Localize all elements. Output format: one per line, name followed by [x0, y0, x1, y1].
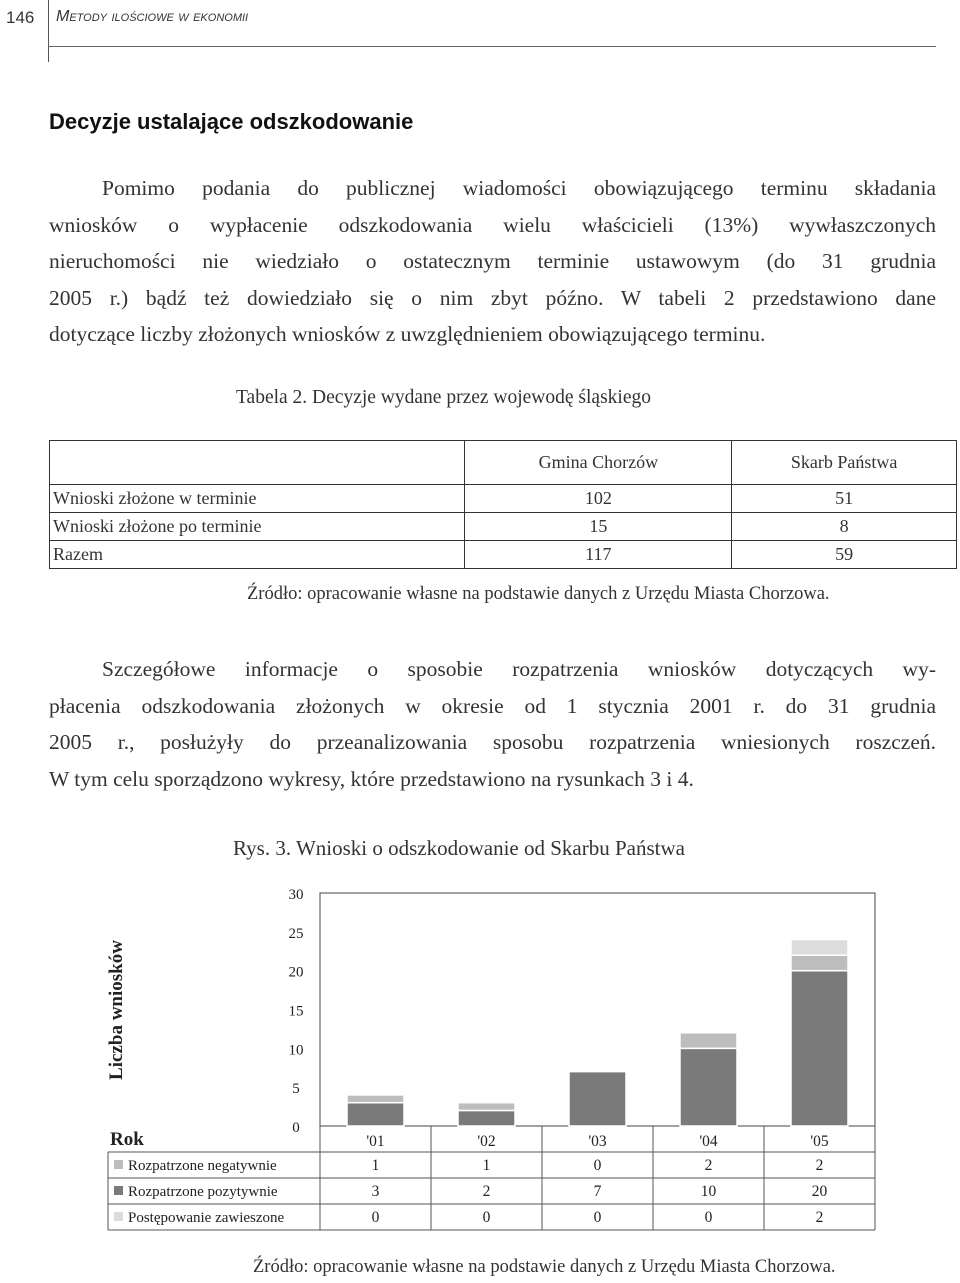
bar-segment-rozpatrzone-negatywnie	[680, 1033, 737, 1049]
y-tick-label: 25	[288, 925, 304, 942]
x-axis-label: Rok	[110, 1129, 144, 1150]
data-table-value: 3	[371, 1183, 380, 1200]
data-table-value: 0	[593, 1157, 602, 1174]
legend-label: Rozpatrzone pozytywnie	[128, 1184, 278, 1200]
y-tick-label: 0	[292, 1120, 300, 1136]
paragraph-line: Pomimo podania do publicznej wiadomości obowiązującego terminu składania	[102, 176, 936, 200]
legend-swatch	[114, 1160, 123, 1169]
y-tick-label: 20	[288, 964, 304, 981]
bar-segment-rozpatrzone-pozytywnie	[458, 1110, 515, 1126]
table-cell: 8	[732, 513, 957, 541]
table-source-note: Źródło: opracowanie własne na podstawie danych z Urzędu Miasta Chorzowa.	[247, 584, 830, 604]
page-number: 146	[6, 8, 35, 27]
decisions-table	[49, 440, 957, 569]
table-cell: 59	[732, 541, 957, 569]
requests-chart	[0, 870, 960, 1240]
running-head: Metody ilościowe w ekonomii	[56, 8, 249, 25]
data-table-value: 1	[371, 1157, 380, 1174]
data-table-value: 7	[593, 1183, 602, 1200]
bar-segment-rozpatrzone-pozytywnie	[569, 1072, 626, 1126]
legend-label: Postępowanie zawieszone	[128, 1210, 285, 1226]
y-tick-label: 15	[288, 1003, 304, 1020]
header-divider	[48, 0, 49, 62]
x-tick-label: '05	[810, 1133, 829, 1150]
table-row	[50, 485, 957, 513]
bar-segment-rozpatrzone-negatywnie	[347, 1095, 404, 1103]
table-row	[50, 513, 957, 541]
figure-source-note: Źródło: opracowanie własne na podstawie danych z Urzędu Miasta Chorzowa.	[253, 1257, 836, 1277]
table-header-row	[50, 441, 957, 485]
section-heading: Decyzje ustalające odszkodowanie	[49, 109, 414, 134]
table-caption: Tabela 2. Decyzje wydane przez wojewodę śląskiego	[236, 387, 651, 408]
bar-segment-rozpatrzone-pozytywnie	[347, 1103, 404, 1126]
header-rule	[48, 46, 936, 47]
x-tick-label: '01	[366, 1133, 385, 1150]
paragraph-line: 2005 r., posłużyły do przeanalizowania sposobu rozpatrzenia wniesionych roszczeń.	[49, 730, 936, 754]
figure-caption: Rys. 3. Wnioski o odszkodowanie od Skarbu Państwa	[233, 836, 685, 860]
bar-segment-rozpatrzone-pozytywnie	[680, 1048, 737, 1126]
paragraph-line: Szczegółowe informacje o sposobie rozpatrzenia wniosków dotyczących wy-	[102, 657, 936, 681]
table-cell: 15	[465, 513, 732, 541]
paragraph-2	[49, 651, 936, 797]
table-cell: Wnioski złożone w terminie	[50, 485, 465, 513]
bar-segment-rozpatrzone-negatywnie	[458, 1103, 515, 1111]
legend-swatch	[114, 1212, 123, 1221]
data-table-value: 2	[482, 1183, 491, 1200]
legend-label: Rozpatrzone negatywnie	[128, 1158, 277, 1174]
y-axis-label: Liczba wniosków	[106, 940, 127, 1080]
data-table-value: 20	[811, 1183, 828, 1200]
data-table-value: 0	[371, 1209, 380, 1226]
x-tick-label: '04	[699, 1133, 718, 1150]
paragraph-line: płacenia odszkodowania złożonych w okresie od 1 stycznia 2001 r. do 31 grudnia	[49, 693, 936, 718]
table-cell: 51	[732, 485, 957, 513]
data-table-value: 0	[593, 1209, 602, 1226]
data-table-value: 0	[704, 1209, 713, 1226]
table-row	[50, 541, 957, 569]
legend-swatch	[114, 1186, 123, 1195]
y-tick-label: 10	[288, 1042, 304, 1059]
bar-segment-rozpatrzone-negatywnie	[791, 955, 848, 971]
table-header-cell	[50, 441, 465, 485]
paragraph-line: dotyczące liczby złożonych wniosków z uwzględnieniem obowiązującego terminu.	[49, 322, 766, 346]
y-tick-label: 5	[292, 1081, 300, 1098]
table-cell: 102	[465, 485, 732, 513]
x-tick-label: '03	[588, 1133, 607, 1150]
data-table-value: 2	[815, 1209, 824, 1226]
data-table-value: 2	[815, 1157, 824, 1174]
paragraph-line: W tym celu sporządzono wykresy, które przedstawiono na rysunkach 3 i 4.	[49, 766, 694, 791]
table-cell: Wnioski złożone po terminie	[50, 513, 465, 541]
paragraph-1	[49, 170, 936, 353]
table-cell: 117	[465, 541, 732, 569]
bar-segment-rozpatrzone-pozytywnie	[791, 971, 848, 1126]
data-table-value: 1	[482, 1157, 491, 1174]
paragraph-line: nieruchomości nie wiedziało o ostatecznym terminie ustawowym (do 31 grudnia	[49, 249, 936, 273]
table-header-cell: Gmina Chorzów	[465, 441, 732, 485]
x-tick-label: '02	[477, 1133, 496, 1150]
data-table-value: 2	[704, 1157, 713, 1174]
table-header-cell: Skarb Państwa	[732, 441, 957, 485]
table-cell: Razem	[50, 541, 465, 569]
bar-segment-post-powanie-zawieszone	[791, 940, 848, 956]
paragraph-line: 2005 r.) bądź też dowiedziało się o nim zbyt późno. W tabeli 2 przedstawiono dane	[49, 285, 936, 310]
data-table-value: 10	[700, 1183, 717, 1200]
y-tick-label: 30	[288, 887, 304, 903]
data-table-value: 0	[482, 1209, 491, 1226]
paragraph-line: wniosków o wypłacenie odszkodowania wielu właścicieli (13%) wywłaszczonych	[49, 212, 936, 237]
